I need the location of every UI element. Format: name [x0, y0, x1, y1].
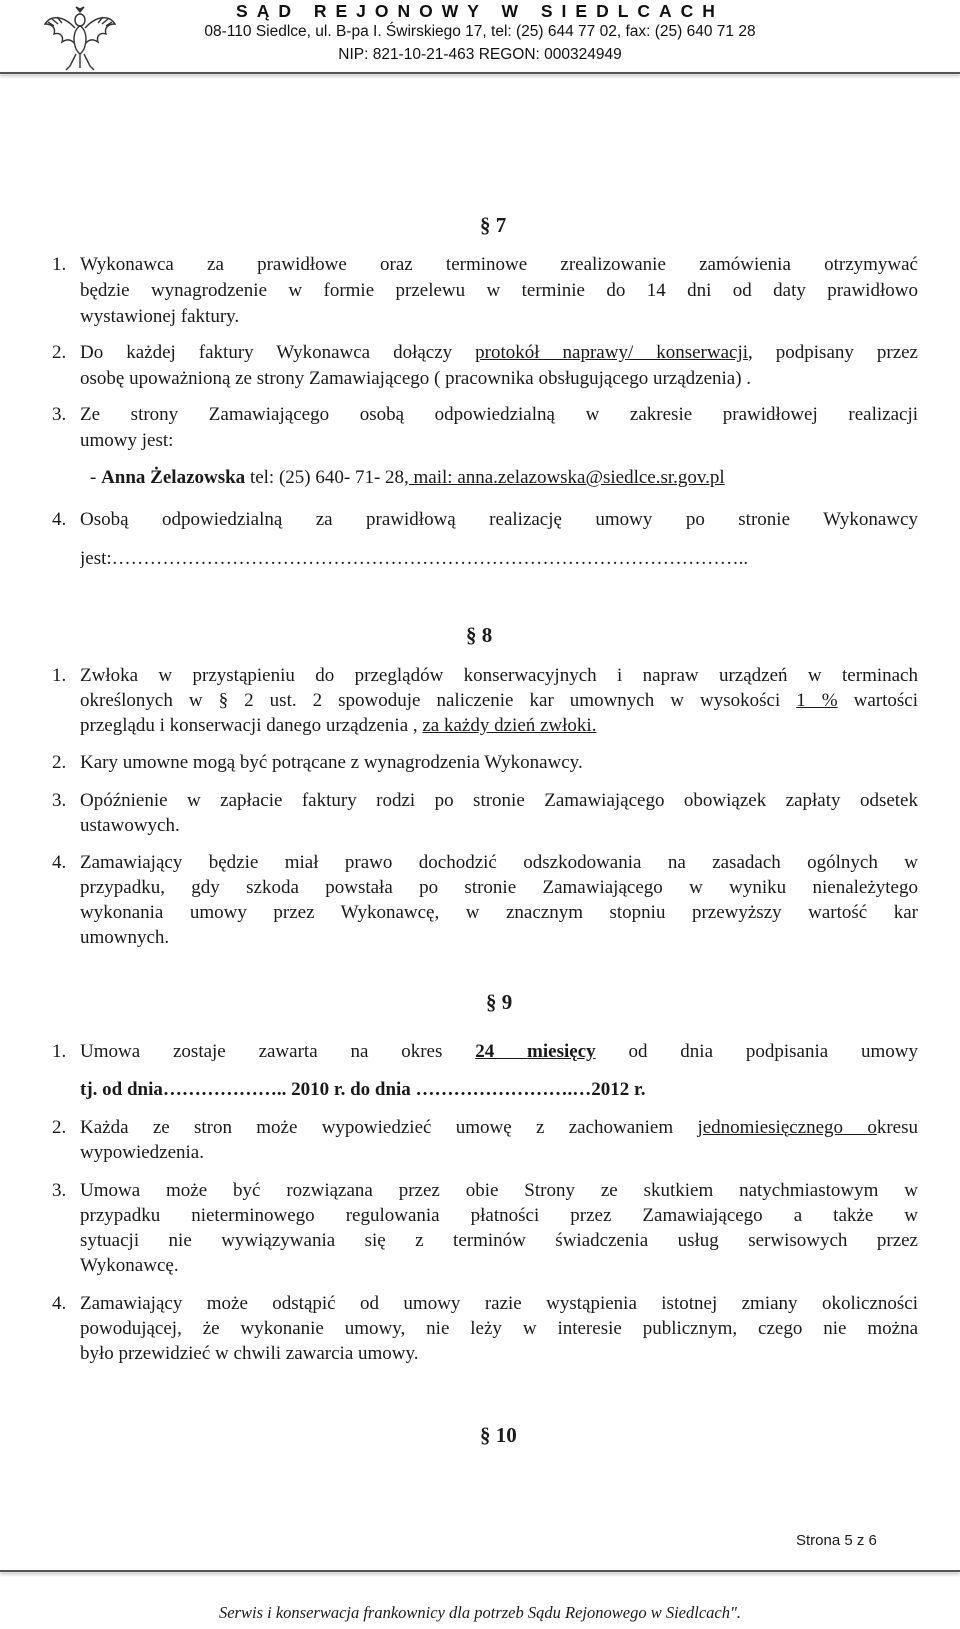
s7-item1-number: 1. — [52, 254, 67, 275]
s8-item4-line4: umownych. — [80, 927, 170, 948]
contact-person-name: Anna Żelazowska — [101, 467, 246, 488]
section-7-heading: § 7 — [480, 213, 507, 237]
s9-item4-line3: było przewidzieć w chwili zawarcia umowy. — [80, 1343, 419, 1364]
s7-item2-line2: osobę upoważnioną ze strony Zamawiającego ( pracownika obsługującego urządzenia) . — [80, 368, 752, 389]
court-tax-ids: NIP: 821-10-21-463 REGON: 000324949 — [338, 46, 622, 63]
s9-item1-dates: tj. od dnia……………….. 2010 r. do dnia …………………….…2012 r. — [80, 1079, 646, 1100]
s9-item2-number: 2. — [52, 1117, 67, 1138]
s9-item3-line3: sytuacji nie wywiązywania się z terminów świadczenia usług serwisowych przez — [80, 1230, 918, 1251]
footer-divider — [0, 1570, 960, 1572]
s7-item4-number: 4. — [52, 509, 67, 530]
per-day-delay-text: za każdy dzień zwłoki. — [422, 715, 597, 736]
s8-item2-number: 2. — [52, 752, 67, 773]
penalty-rate: 1 % — [796, 690, 838, 711]
s7-item2-line1: Do każdej faktury Wykonawca dołączy protokół naprawy/ konserwacji, podpisany przez — [80, 342, 918, 363]
s9-item3-line1: Umowa może być rozwiązana przez obie Strony ze skutkiem natychmiastowym w — [80, 1180, 918, 1201]
s8-item4-line1: Zamawiający będzie miał prawo dochodzić odszkodowania na zasadach ogólnych w — [80, 852, 918, 873]
court-name: SĄD REJONOWY W SIEDLCACH — [236, 1, 724, 21]
s9-item2-line2: wypowiedzenia. — [80, 1142, 204, 1163]
s7-item4-line2: jest:……………………………………………………………………………………….. — [80, 548, 749, 569]
section-8-heading: § 8 — [466, 623, 493, 647]
s8-item4-line2: przypadku, gdy szkoda powstała po stronie Zamawiającego w wyniku nienależytego — [80, 877, 918, 898]
s9-item4-number: 4. — [52, 1293, 67, 1314]
s9-item3-line2: przypadku nieterminowego regulowania płatności przez Zamawiającego a także w — [80, 1205, 918, 1226]
s8-item3-line1: Opóźnienie w zapłacie faktury rodzi po stronie Zamawiającego obowiązek zapłaty odsetek — [80, 790, 918, 811]
s9-item1-number: 1. — [52, 1041, 67, 1062]
s9-item2-line1: Każda ze stron może wypowiedzieć umowę z zachowaniem jednomiesięcznego okresu — [80, 1117, 918, 1138]
court-address: 08-110 Siedlce, ul. B-pa I. Świrskiego 17, tel: (25) 644 77 02, fax: (25) 640 71 28 — [204, 23, 756, 40]
s7-item1-line1: Wykonawca za prawidłowe oraz terminowe zrealizowanie zamówienia otrzymywać — [80, 254, 918, 275]
s8-item1-number: 1. — [52, 665, 67, 686]
page-number: Strona 5 z 6 — [796, 1532, 877, 1549]
s8-item2-line1: Kary umowne mogą być potrącane z wynagrodzenia Wykonawcy. — [80, 752, 583, 773]
header-divider — [0, 72, 960, 74]
s7-contact-line: - Anna Żelazowska tel: (25) 640- 71- 28, mail: anna.zelazowska@siedlce.sr.gov.pl — [90, 467, 725, 488]
s7-protocol-link-text: protokół naprawy/ konserwacji — [475, 342, 749, 363]
s7-item4-line1: Osobą odpowiedzialną za prawidłową realizację umowy po stronie Wykonawcy — [80, 509, 918, 530]
s8-item4-number: 4. — [52, 852, 67, 873]
s8-item3-number: 3. — [52, 790, 67, 811]
s8-item1-line2: określonych w § 2 ust. 2 spowoduje naliczenie kar umownych w wysokości 1 % wartości — [80, 690, 918, 711]
contact-email[interactable]: , mail: anna.zelazowska@siedlce.sr.gov.pl — [404, 467, 725, 488]
footer-title: Serwis i konserwacja frankownicy dla potrzeb Sądu Rejonowego w Siedlcach". — [218, 1603, 742, 1622]
section-9-heading: § 9 — [486, 990, 513, 1014]
s8-item4-line3: wykonania umowy przez Wykonawcę, w znacznym stopniu przewyższy wartość kar — [80, 902, 918, 923]
polish-eagle-emblem — [42, 4, 118, 72]
s7-item1-line3: wystawionej faktury. — [80, 306, 240, 327]
s7-item3-line1: Ze strony Zamawiającego osobą odpowiedzialną w zakresie prawidłowej realizacji — [80, 404, 918, 425]
s7-item1-line2: będzie wynagrodzenie w formie przelewu w terminie do 14 dni od daty prawidłowo — [80, 280, 918, 301]
section-10-heading: § 10 — [480, 1423, 517, 1447]
s9-item3-line4: Wykonawcę. — [80, 1255, 179, 1276]
s8-item1-line1: Zwłoka w przystąpieniu do przeglądów konserwacyjnych i napraw urządzeń w terminach — [80, 665, 918, 686]
s7-item3-line2: umowy jest: — [80, 430, 174, 451]
s9-item4-line1: Zamawiający może odstąpić od umowy razie wystąpienia istotnej zmiany okoliczności — [80, 1293, 918, 1314]
s7-item3-number: 3. — [52, 404, 67, 425]
notice-period: jednomiesięcznego o — [697, 1117, 877, 1138]
s9-item1-line1: Umowa zostaje zawarta na okres 24 miesięcy od dnia podpisania umowy — [80, 1041, 918, 1062]
contact-phone: tel: (25) 640- 71- 28 — [245, 467, 405, 488]
s8-item1-line3: przeglądu i konserwacji danego urządzenia , za każdy dzień zwłoki. — [80, 715, 597, 736]
s9-item4-line2: powodującej, że wykonanie umowy, nie leży w interesie publicznym, czego nie można — [80, 1318, 918, 1339]
contract-duration: 24 miesięcy — [475, 1041, 596, 1062]
s9-item3-number: 3. — [52, 1180, 67, 1201]
s8-item3-line2: ustawowych. — [80, 815, 180, 836]
s7-item2-number: 2. — [52, 342, 67, 363]
